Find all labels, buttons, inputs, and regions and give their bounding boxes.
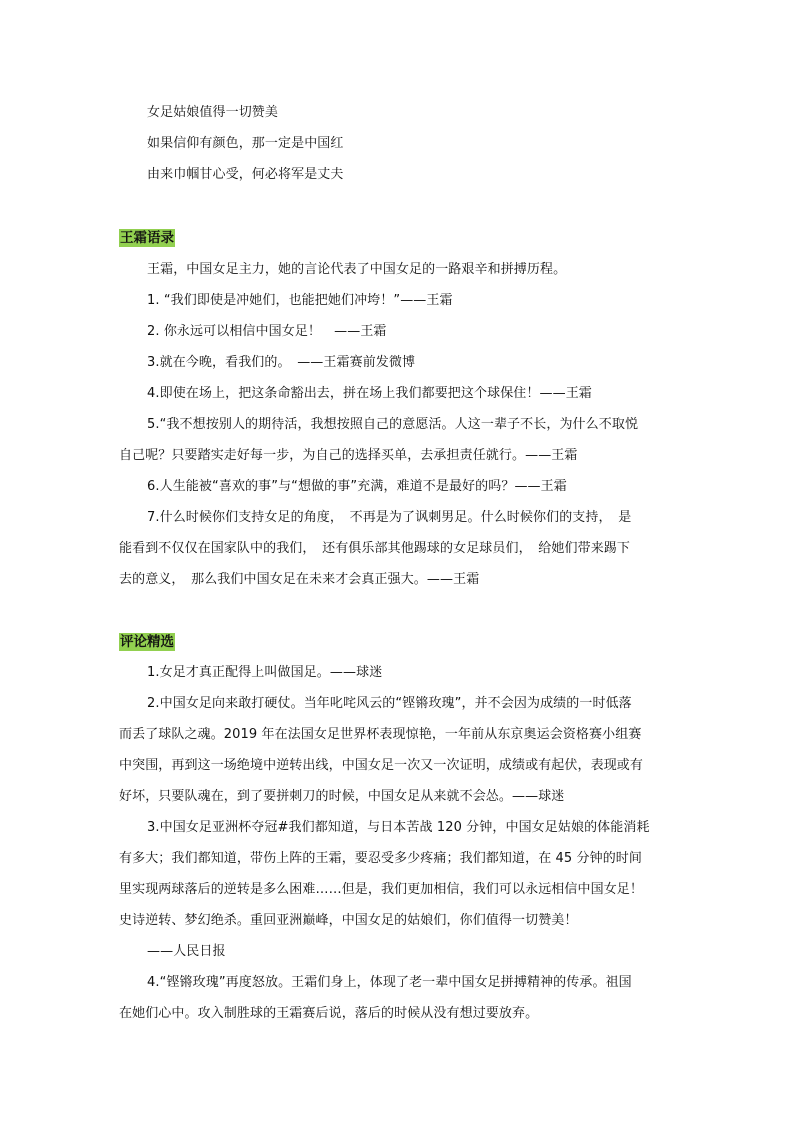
quote-1: 1. “我们即使是冲她们，也能把她们冲垮！”——王霜 xyxy=(147,293,453,308)
intro-line-3: 由来巾帼甘心受，何必将军是丈夫 xyxy=(147,167,344,182)
comment-3-line-3: 里实现两球落后的逆转是多么困难……但是，我们更加相信，我们可以永远相信中国女足！ xyxy=(119,882,644,897)
comment-2-line-3: 中突围，再到这一场绝境中逆转出线，中国女足一次又一次证明，成绩或有起伏，表现或有 xyxy=(119,758,644,773)
comment-1: 1.女足才真正配得上叫做国足。——球迷 xyxy=(147,665,383,680)
quote-7-line-3: 去的意义， 那么我们中国女足在未来才会真正强大。——王霜 xyxy=(119,572,480,587)
comment-3-line-4: 史诗逆转、梦幻绝杀。重回亚洲巅峰，中国女足的姑娘们，你们值得一切赞美！ xyxy=(119,913,578,928)
quote-7-line-1: 7.什么时候你们支持女足的角度， 不再是为了讽刺男足。什么时候你们的支持， 是 xyxy=(147,510,632,525)
intro-line-2: 如果信仰有颜色，那一定是中国红 xyxy=(147,136,344,151)
section-heading-selected-comments: 评论精选 xyxy=(120,634,174,650)
comment-3-source: ——人民日报 xyxy=(147,944,226,959)
quote-4: 4.即使在场上，把这条命豁出去，拼在场上我们都要把这个球保住！——王霜 xyxy=(147,386,592,401)
section1-intro: 王霜，中国女足主力，她的言论代表了中国女足的一路艰辛和拼搏历程。 xyxy=(147,262,567,277)
comment-4-line-1: 4.“铿锵玫瑰”再度怒放。王霜们身上，体现了老一辈中国女足拼搏精神的传承。祖国 xyxy=(147,975,632,990)
intro-line-1: 女足姑娘值得一切赞美 xyxy=(147,105,279,120)
comment-3-line-2: 有多大；我们都知道，带伤上阵的王霜，要忍受多少疼痛；我们都知道，在 45 分钟的时间 xyxy=(119,851,643,866)
comment-2-line-2: 而丢了球队之魂。2019 年在法国女足世界杯表现惊艳，一年前从东京奥运会资格赛小组赛 xyxy=(119,727,642,742)
quote-6: 6.人生能被“喜欢的事”与“想做的事”充满，难道不是最好的吗？——王霜 xyxy=(147,479,567,494)
quote-2: 2. 你永远可以相信中国女足！ ——王霜 xyxy=(147,324,387,339)
quote-5-line-2: 自己呢？只要踏实走好每一步，为自己的选择买单，去承担责任就行。——王霜 xyxy=(119,448,578,463)
comment-3-line-1: 3.中国女足亚洲杯夺冠#我们都知道，与日本苦战 120 分钟，中国女足姑娘的体能消耗 xyxy=(147,820,650,835)
comment-2-line-1: 2.中国女足向来敢打硬仗。当年叱咤风云的“铿锵玫瑰”，并不会因为成绩的一时低落 xyxy=(147,696,632,711)
quote-7-line-2: 能看到不仅仅在国家队中的我们， 还有俱乐部其他踢球的女足球员们， 给她们带来踢下 xyxy=(119,541,631,556)
quote-5-line-1: 5.“我不想按别人的期待活，我想按照自己的意愿活。人这一辈子不长，为什么不取悦 xyxy=(147,417,639,432)
quote-3: 3.就在今晚，看我们的。 ——王霜赛前发微博 xyxy=(147,355,416,370)
comment-4-line-2: 在她们心中。攻入制胜球的王霜赛后说，落后的时候从没有想过要放弃。 xyxy=(119,1006,539,1021)
comment-2-line-4: 好坏，只要队魂在，到了要拼刺刀的时候，中国女足从来就不会怂。——球迷 xyxy=(119,789,565,804)
section-heading-wangshuang-quotes: 王霜语录 xyxy=(120,230,174,246)
